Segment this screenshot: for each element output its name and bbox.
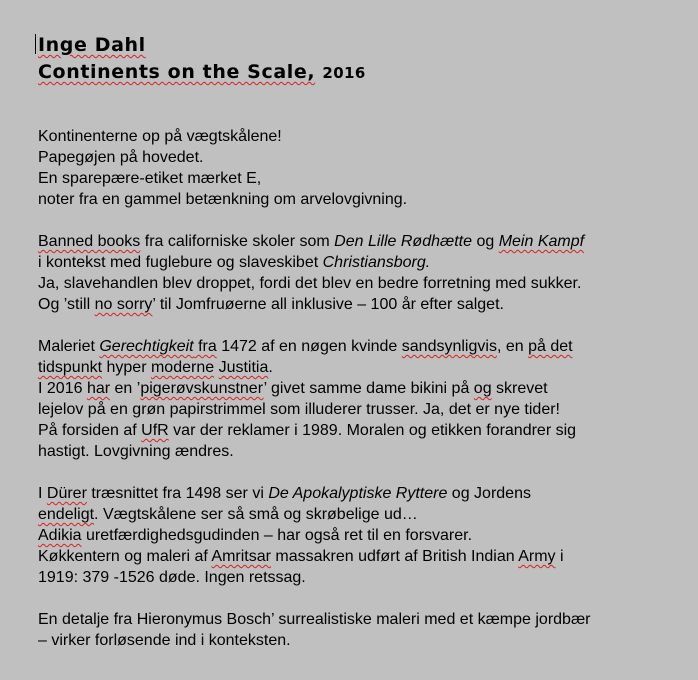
stanza-3-line-3: I 2016 har en ’pigerøvskunstner’ givet samme dame bikini på og skrevet bbox=[38, 380, 548, 397]
stanza-1-line-1: Kontinenterne op på vægtskålene! bbox=[38, 128, 282, 145]
stanza-3-line-2: tidspunkt hyper moderne Justitia. bbox=[38, 359, 273, 376]
poem-title bbox=[38, 58, 366, 87]
stanza-3 bbox=[38, 336, 693, 462]
stanza-5 bbox=[38, 609, 693, 651]
document-header bbox=[38, 32, 366, 87]
title-text: Continents on the Scale, bbox=[38, 61, 316, 83]
stanza-1-line-3: En sparepære-etiket mærket E, bbox=[38, 170, 262, 187]
poem-body bbox=[38, 126, 693, 672]
stanza-4-line-1: I Dürer træsnittet fra 1498 ser vi De Apokalyptiske Ryttere og Jordens bbox=[38, 485, 531, 502]
stanza-5-line-2: – virker forløsende ind i konteksten. bbox=[38, 632, 291, 649]
stanza-5-line-1: En detalje fra Hieronymus Bosch’ surrealistiske maleri med et kæmpe jordbær bbox=[38, 611, 591, 628]
stanza-2-line-2: i kontekst med fuglebure og slaveskibet Christiansborg. bbox=[38, 254, 431, 271]
author-name: Inge Dahl bbox=[38, 34, 146, 56]
stanza-4-line-3: Adikia uretfærdighedsgudinden – har også ret til en forsvarer. bbox=[38, 527, 473, 544]
stanza-2-line-4: Og ’still no sorry’ til Jomfruøerne all inklusive – 100 år efter salget. bbox=[38, 296, 504, 313]
stanza-2-line-1: Banned books fra californiske skoler som Den Lille Rødhætte og Mein Kampf bbox=[38, 233, 585, 250]
stanza-4-line-5: 1919: 379 -1526 døde. Ingen retssag. bbox=[38, 569, 306, 586]
stanza-4 bbox=[38, 483, 693, 588]
text-cursor bbox=[35, 34, 36, 54]
stanza-3-line-1: Maleriet Gerechtigkeit fra 1472 af en nøgen kvinde sandsynligvis, en på det bbox=[38, 338, 573, 355]
stanza-3-line-5: På forsiden af UfR var der reklamer i 1989. Moralen og etikken forandrer sig bbox=[38, 422, 577, 439]
stanza-1 bbox=[38, 126, 693, 210]
stanza-3-line-4: lejelov på en grøn papirstrimmel som illuderer trusser. Ja, det er nye tider! bbox=[38, 401, 560, 418]
stanza-1-line-2: Papegøjen på hovedet. bbox=[38, 149, 204, 166]
stanza-4-line-2: endeligt. Vægtskålene ser så små og skrøbelige ud… bbox=[38, 506, 418, 523]
stanza-4-line-4: Køkkentern og maleri af Amritsar massakren udført af British Indian Army i bbox=[38, 548, 564, 565]
stanza-2-line-3: Ja, slavehandlen blev droppet, fordi det blev en bedre forretning med sukker. bbox=[38, 275, 582, 292]
title-year: 2016 bbox=[322, 64, 366, 82]
stanza-3-line-6: hastigt. Lovgivning ændres. bbox=[38, 443, 234, 460]
stanza-2 bbox=[38, 231, 693, 315]
stanza-1-line-4: noter fra en gammel betænkning om arvelovgivning. bbox=[38, 191, 408, 208]
